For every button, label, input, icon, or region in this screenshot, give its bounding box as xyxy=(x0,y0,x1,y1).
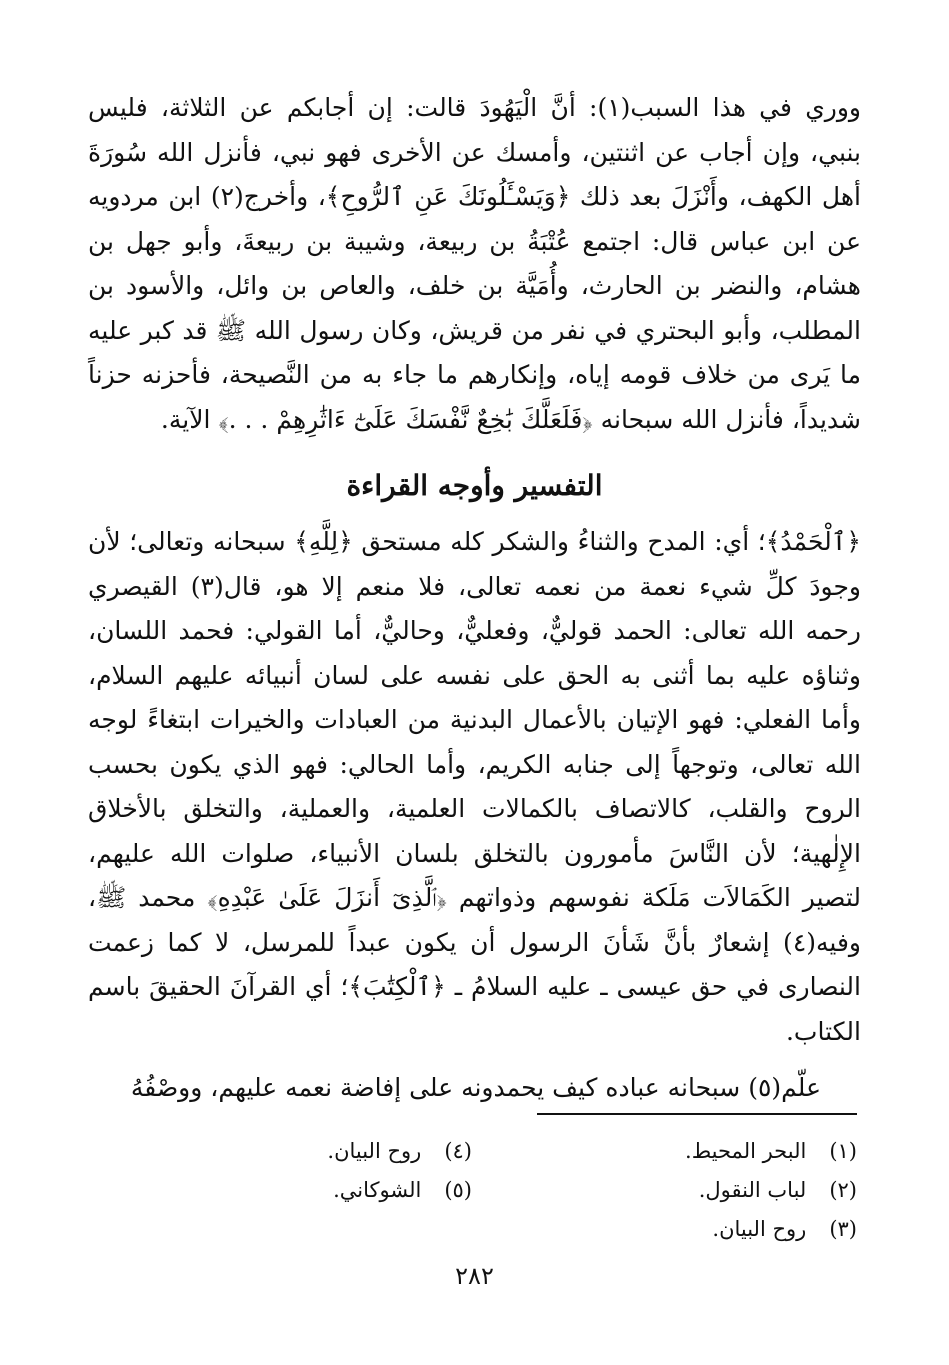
section-heading: التفسير وأوجه القراءة xyxy=(346,469,603,502)
footnote-5 xyxy=(87,1171,472,1210)
footnote-divider xyxy=(537,1113,857,1115)
footnote-2 xyxy=(472,1171,857,1210)
footnote-text: لباب النقول. xyxy=(698,1178,807,1202)
footnotes-column-right xyxy=(472,1132,857,1249)
footnotes-column-left xyxy=(87,1132,472,1249)
footnote-text: روح البيان. xyxy=(327,1139,422,1163)
footnote-number: (٥) xyxy=(444,1178,472,1202)
footnote-1 xyxy=(472,1132,857,1171)
footnote-text: روح البيان. xyxy=(712,1217,807,1241)
paragraph-3: علّم(٥) سبحانه عباده كيف يحمدونه على إفاضة نعمه عليهم، ووصْفُهُ xyxy=(130,1073,821,1102)
footnote-number: (٤) xyxy=(444,1139,472,1163)
footnote-number: (١) xyxy=(829,1139,857,1163)
footnote-number: (٢) xyxy=(829,1178,857,1202)
paragraph-2: ﴿ٱلْحَمْدُ﴾؛ أي: المدح والثناءُ والشكر كله مستحق ﴿لِلَّهِ﴾ سبحانه وتعالى؛ لأن وجودَ كلِّ شيء نعمة من نعمه تعالى، فلا منعم إلا هو، قال(٣) القيصري رحمه الله تعالى: الحمد قوليٌّ، وفعليٌّ، وحاليٌّ، أما القولي: فحمد اللسان، وثناؤه عليه بما أثنى به الحق على نفسه على لسان أنبيائه عليهم السلام، وأما الفعلي: فهو الإتيان بالأعمال البدنية من العبادات والخيرات ابتغاءً لوجه الله تعالى، وتوجهاً إلى جنابه الكريم، وأما الحالي: فهو الذي يكون بحسب الروح والقلب، كالاتصاف بالكمالات العلمية، والعملية، والتخلق بالأخلاق الإِلٰهية؛ لأن النَّاسَ مأمورون بالتخلق بلسان الأنبياء، صلوات الله عليهم، لتصير الكَمَالاَت مَلَكة نفوسهم وذواتهم ﴿ٱلَّذِىٓ أَنزَلَ عَلَىٰ عَبْدِهِ﴾ محمد ﷺ، وفيه(٤) إشعارٌ بأنَّ شَأنَ الرسول أن يكون عبداً للمرسل، لا كما زعمت النصارى في حق عيسى ـ عليه السلامُ ـ ﴿ٱلْكِتَٰبَ﴾؛ أي القرآنَ الحقيقَ باسم الكتاب. xyxy=(88,527,861,1046)
footnote-4 xyxy=(87,1132,472,1171)
footnote-text: الشوكاني. xyxy=(333,1178,422,1202)
paragraph-1: ووري في هذا السبب(١): أنَّ الْيَهُودَ قالت: إن أجابكم عن الثلاثة، فليس بنبي، وإن أجاب عن اثنتين، وأمسك عن الأخرى فهو نبي، فأنزل الله سُورَةَ أهل الكهف، وأَنْزَلَ بعد ذلك ﴿وَيَسْـَٔلُونَكَ عَنِ ٱلرُّوحِ﴾، وأخرج(٢) ابن مردويه عن ابن عباس قال: اجتمع عُتْبَةُ بن ربيعة، وشيبة بن ربيعةَ، وأبو جهل بن هشام، والنضر بن الحارث، وأُمَيَّة بن خلف، والعاص بن وائل، والأسود بن المطلب، وأبو البحتري في نفر من قريش، وكان رسول الله ﷺ قد كبر عليه ما يَرى من خلاف قومه إياه، وإنكارهم ما جاء به من النَّصيحة، فأحزنه حزناً شديداً، فأنزل الله سبحانه ﴿فَلَعَلَّكَ بَٰخِعٌ نَّفْسَكَ عَلَىٰٓ ءَاثَٰرِهِمْ . . .﴾ الآية. xyxy=(88,93,861,434)
footnote-3 xyxy=(472,1210,857,1249)
footnotes xyxy=(87,1132,857,1249)
footnote-text: البحر المحيط. xyxy=(685,1139,807,1163)
page-number: ٢٨٢ xyxy=(455,1262,494,1290)
footnote-number: (٣) xyxy=(829,1217,857,1241)
